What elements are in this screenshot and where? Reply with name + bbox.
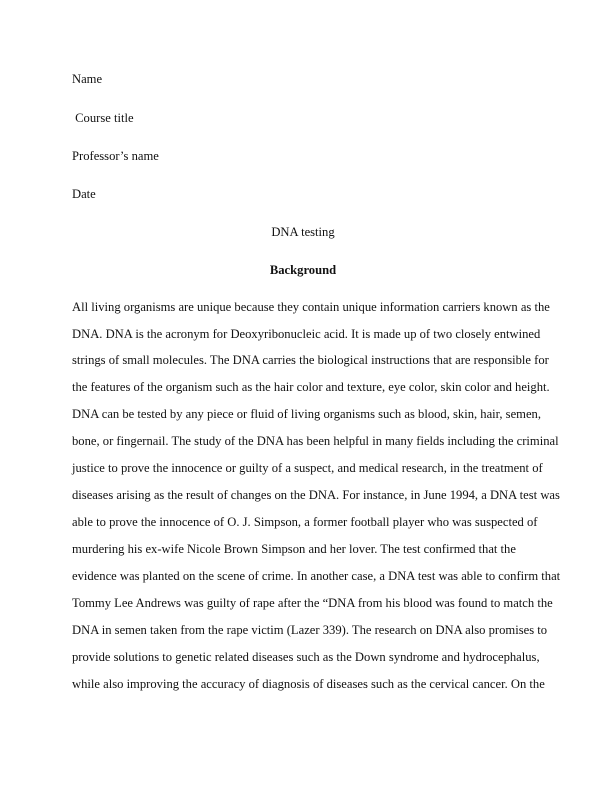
- paragraph-line: provide solutions to genetic related diseases such as the Down syndrome and hydrocephalus,: [72, 650, 540, 664]
- paragraph-line: justice to prove the innocence or guilty of a suspect, and medical research, in the treatment of: [72, 461, 543, 475]
- paragraph-line: DNA. DNA is the acronym for Deoxyribonucleic acid. It is made up of two closely entwined: [72, 327, 541, 341]
- date: Date: [72, 187, 96, 201]
- paragraph-line: Tommy Lee Andrews was guilty of rape after the “DNA from his blood was found to match the: [72, 596, 553, 610]
- paragraph-line: evidence was planted on the scene of crime. In another case, a DNA test was able to confirm that: [72, 569, 561, 583]
- section-heading: Background: [269, 263, 337, 277]
- professor-name: Professor’s name: [72, 149, 159, 163]
- student-name: Name: [72, 72, 103, 86]
- paragraph-line: All living organisms are unique because they contain unique information carriers known as the: [72, 300, 550, 314]
- paragraph-line: bone, or fingernail. The study of the DNA has been helpful in many fields including the criminal: [72, 434, 559, 448]
- paragraph-line: the features of the organism such as the hair color and texture, eye color, skin color and height.: [72, 380, 550, 394]
- paragraph-line: DNA in semen taken from the rape victim (Lazer 339). The research on DNA also promises to: [72, 623, 548, 637]
- paragraph-line: able to prove the innocence of O. J. Simpson, a former football player who was suspected of: [72, 515, 538, 529]
- paragraph-line: strings of small molecules. The DNA carries the biological instructions that are responsible for: [72, 353, 549, 367]
- document-title: DNA testing: [271, 225, 335, 239]
- paragraph-line: diseases arising as the result of changes on the DNA. For instance, in June 1994, a DNA test was: [72, 488, 560, 502]
- paragraph-line: murdering his ex-wife Nicole Brown Simpson and her lover. The test confirmed that the: [72, 542, 516, 556]
- paragraph-line: while also improving the accuracy of diagnosis of diseases such as the cervical cancer. On the: [72, 677, 545, 691]
- paragraph-line: DNA can be tested by any piece or fluid of living organisms such as blood, skin, hair, semen,: [72, 407, 541, 421]
- course-title: Course title: [72, 111, 134, 125]
